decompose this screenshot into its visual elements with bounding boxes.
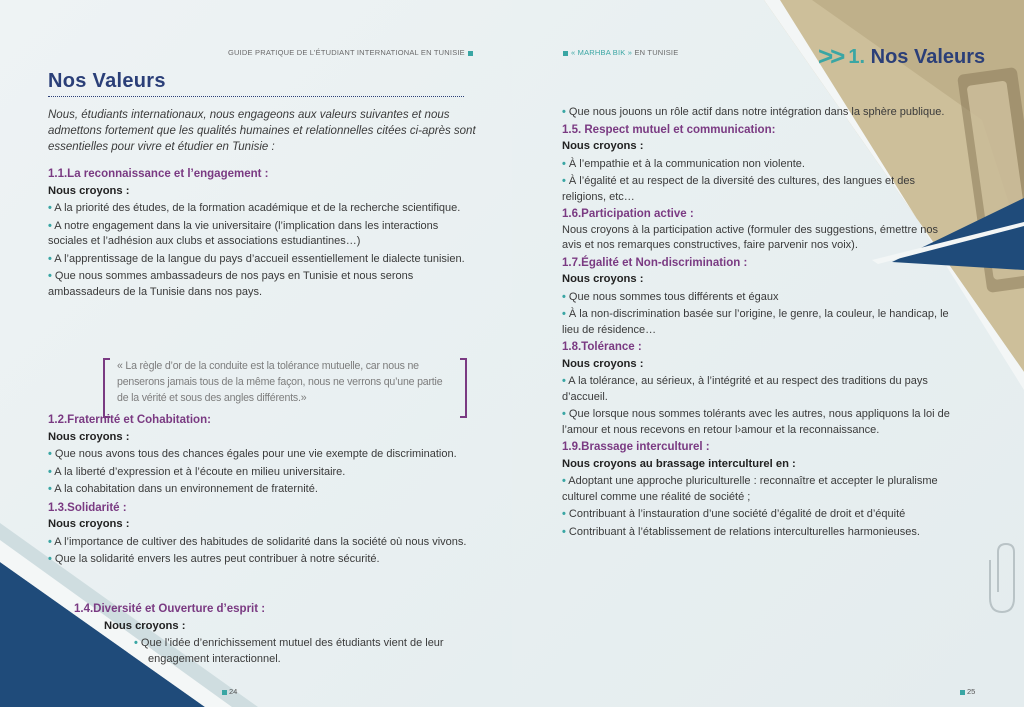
pull-quote [103, 358, 467, 416]
section-heading: 1.5. Respect mutuel et communication: [562, 123, 776, 136]
lead-in-text: Nous croyons : [562, 140, 644, 152]
bullet-text: Adoptant une approche pluriculturelle : reconnaître et accepter le pluralisme culturel comme une réalité de société ; [562, 475, 938, 503]
section-heading: 1.6.Participation active : [562, 208, 694, 220]
bullet-text: Que nous jouons un rôle actif dans notre intégration dans la sphère publique. [565, 106, 945, 118]
bullet-dot-icon: • [48, 448, 52, 460]
running-header-left: GUIDE PRATIQUE DE L’ÉTUDIANT INTERNATIONAL EN TUNISIE [228, 48, 476, 57]
intro-paragraph: Nous, étudiants internationaux, nous engageons aux valeurs suivantes et nous admettons fortement que les qualités humaines et relationnelles citées ci-après sont essentielles pour vivre et étudier en Tunisie : [48, 109, 476, 153]
bullet-text: A la tolérance, au sérieux, à l’intégrité et au respect des traditions du pays d’accueil. [562, 375, 928, 403]
bullet-item [562, 407, 954, 438]
bullet-item [48, 447, 468, 463]
bullet-item [48, 269, 476, 300]
section-heading: 1.3.Solidarité : [48, 501, 127, 514]
bullet-item [48, 482, 468, 498]
bullet-item [48, 252, 476, 268]
bullet-dot-icon: • [562, 157, 566, 170]
teal-square-icon [468, 51, 473, 56]
bullet-text: Que nous sommes tous différents et égaux [565, 290, 779, 303]
double-chevron-icon: >> [818, 41, 843, 71]
bullet-text: A notre engagement dans la vie universitaire (l’implication dans les interactions sociales et l’adhésion aux clubs et associations estudiantines…) [48, 219, 439, 247]
bullet-dot-icon: • [562, 408, 566, 420]
bullet-item [88, 636, 474, 667]
left-column-part-3 [74, 599, 474, 667]
bullet-dot-icon: • [562, 308, 566, 320]
bullet-text: A la priorité des études, de la formation académique et de la recherche scientifique. [51, 202, 461, 214]
chapter-heading: >> 1. Nos Valeurs [818, 41, 986, 71]
section-heading: 1.8.Tolérance : [562, 341, 642, 353]
running-header-right: « MARHBA BIK » EN TUNISIE [563, 48, 678, 57]
quote-text: « La règle d’or de la conduite est la tolérance mutuelle, car nous ne penserons jamais tous de la même façon, nous ne verrons qu’une partie de la vérité et sous des angles différents.» [117, 360, 443, 404]
bullet-item [562, 307, 954, 338]
section-heading: 1.4.Diversité et Ouverture d’esprit : [74, 603, 266, 615]
bullet-item [48, 201, 476, 217]
bullet-dot-icon: • [562, 375, 566, 387]
bullet-text: A la cohabitation dans un environnement de fraternité. [51, 483, 318, 495]
left-column-part-2 [48, 410, 468, 568]
bullet-dot-icon: • [48, 270, 52, 282]
bullet-dot-icon: • [48, 465, 52, 478]
section-heading: 1.1.La reconnaissance et l’engagement : [48, 168, 269, 180]
title-dotted-rule [48, 96, 464, 97]
lead-in-text: Nous croyons : [48, 430, 130, 443]
section-heading: 1.9.Brassage interculturel : [562, 441, 710, 453]
bullet-item [48, 535, 468, 551]
section-heading: 1.7.Égalité et Non-discrimination : [562, 256, 748, 269]
page-title: Nos Valeurs [48, 70, 166, 92]
bullet-item [562, 525, 954, 541]
section-heading: 1.2.Fraternité et Cohabitation: [48, 414, 211, 426]
bullet-dot-icon: • [48, 535, 52, 548]
bullet-dot-icon: • [562, 508, 566, 520]
lead-in-text: Nous croyons : [104, 619, 186, 632]
bullet-item [562, 507, 954, 523]
paperclip-icon [990, 544, 1014, 612]
quote-bracket-left [103, 358, 110, 418]
bullet-dot-icon: • [562, 290, 566, 303]
bullet-dot-icon: • [134, 637, 138, 649]
lead-in-text: Nous croyons : [48, 518, 130, 530]
bullet-dot-icon: • [562, 175, 566, 187]
bullet-text: Que lorsque nous sommes tolérants avec les autres, nous appliquons la loi de l’amour et nous recevons en retour l›amour et la reconnaissance. [562, 408, 950, 436]
page-number-left: 24 [222, 687, 237, 696]
bullet-text: Que nous avons tous des chances égales pour une vie exempte de discrimination. [51, 448, 457, 460]
lead-in-text: Nous croyons au brassage interculturel en : [562, 457, 796, 470]
bullet-text: Contribuant à l’établissement de relations interculturelles harmonieuses. [565, 525, 920, 538]
bullet-text: Que nous sommes ambassadeurs de nos pays en Tunisie et nous serons ambassadeurs de la Tunisie dans nos pays. [48, 270, 414, 298]
bullet-text: A la liberté d’expression et à l’écoute en milieu universitaire. [51, 465, 346, 478]
bullet-text: À l’égalité et au respect de la diversité des cultures, des langues et des religions, etc… [562, 175, 916, 203]
bullet-item [562, 174, 954, 205]
bullet-item [48, 465, 468, 481]
body-paragraph: Nous croyons à la participation active (formuler des suggestions, émettre nos avis et nos remarques constructives, faire parvenir nos voix). [562, 223, 939, 251]
quote-bracket-right [460, 358, 467, 418]
bullet-text: A l’apprentissage de la langue du pays d’accueil essentiellement le dialecte tunisien. [51, 252, 465, 265]
lead-in-text: Nous croyons : [562, 357, 644, 370]
bullet-item [562, 374, 954, 405]
left-column-part-1 [48, 164, 476, 300]
bullet-text: Que l’idée d’enrichissement mutuel des étudiants vient de leur engagement interactionnel. [137, 637, 444, 665]
lead-in-text: Nous croyons : [48, 184, 130, 197]
bullet-item [562, 290, 954, 306]
bullet-item [562, 105, 954, 121]
bullet-dot-icon: • [562, 106, 566, 118]
bullet-text: Contribuant à l’instauration d’une société d’égalité de droit et d’équité [565, 508, 906, 520]
bullet-dot-icon: • [48, 202, 52, 214]
bullet-dot-icon: • [48, 219, 52, 232]
bullet-dot-icon: • [562, 475, 566, 487]
bullet-text: A l’importance de cultiver des habitudes de solidarité dans la société où nous vivons. [51, 535, 467, 548]
bullet-text: À l’empathie et à la communication non violente. [565, 157, 805, 170]
bullet-item [48, 219, 476, 250]
bullet-item [562, 474, 954, 505]
bullet-dot-icon: • [48, 553, 52, 565]
bullet-item [562, 157, 954, 173]
bullet-dot-icon: • [562, 525, 566, 538]
bullet-text: Que la solidarité envers les autres peut contribuer à notre sécurité. [51, 553, 380, 565]
page-number-right: 25 [960, 687, 975, 696]
bullet-text: À la non-discrimination basée sur l’origine, le genre, la couleur, le handicap, le lieu de résidence… [562, 308, 949, 336]
bullet-item [48, 552, 468, 568]
teal-square-icon [563, 51, 568, 56]
bullet-dot-icon: • [48, 252, 52, 265]
right-column [562, 103, 954, 540]
bullet-dot-icon: • [48, 483, 52, 495]
lead-in-text: Nous croyons : [562, 273, 644, 285]
